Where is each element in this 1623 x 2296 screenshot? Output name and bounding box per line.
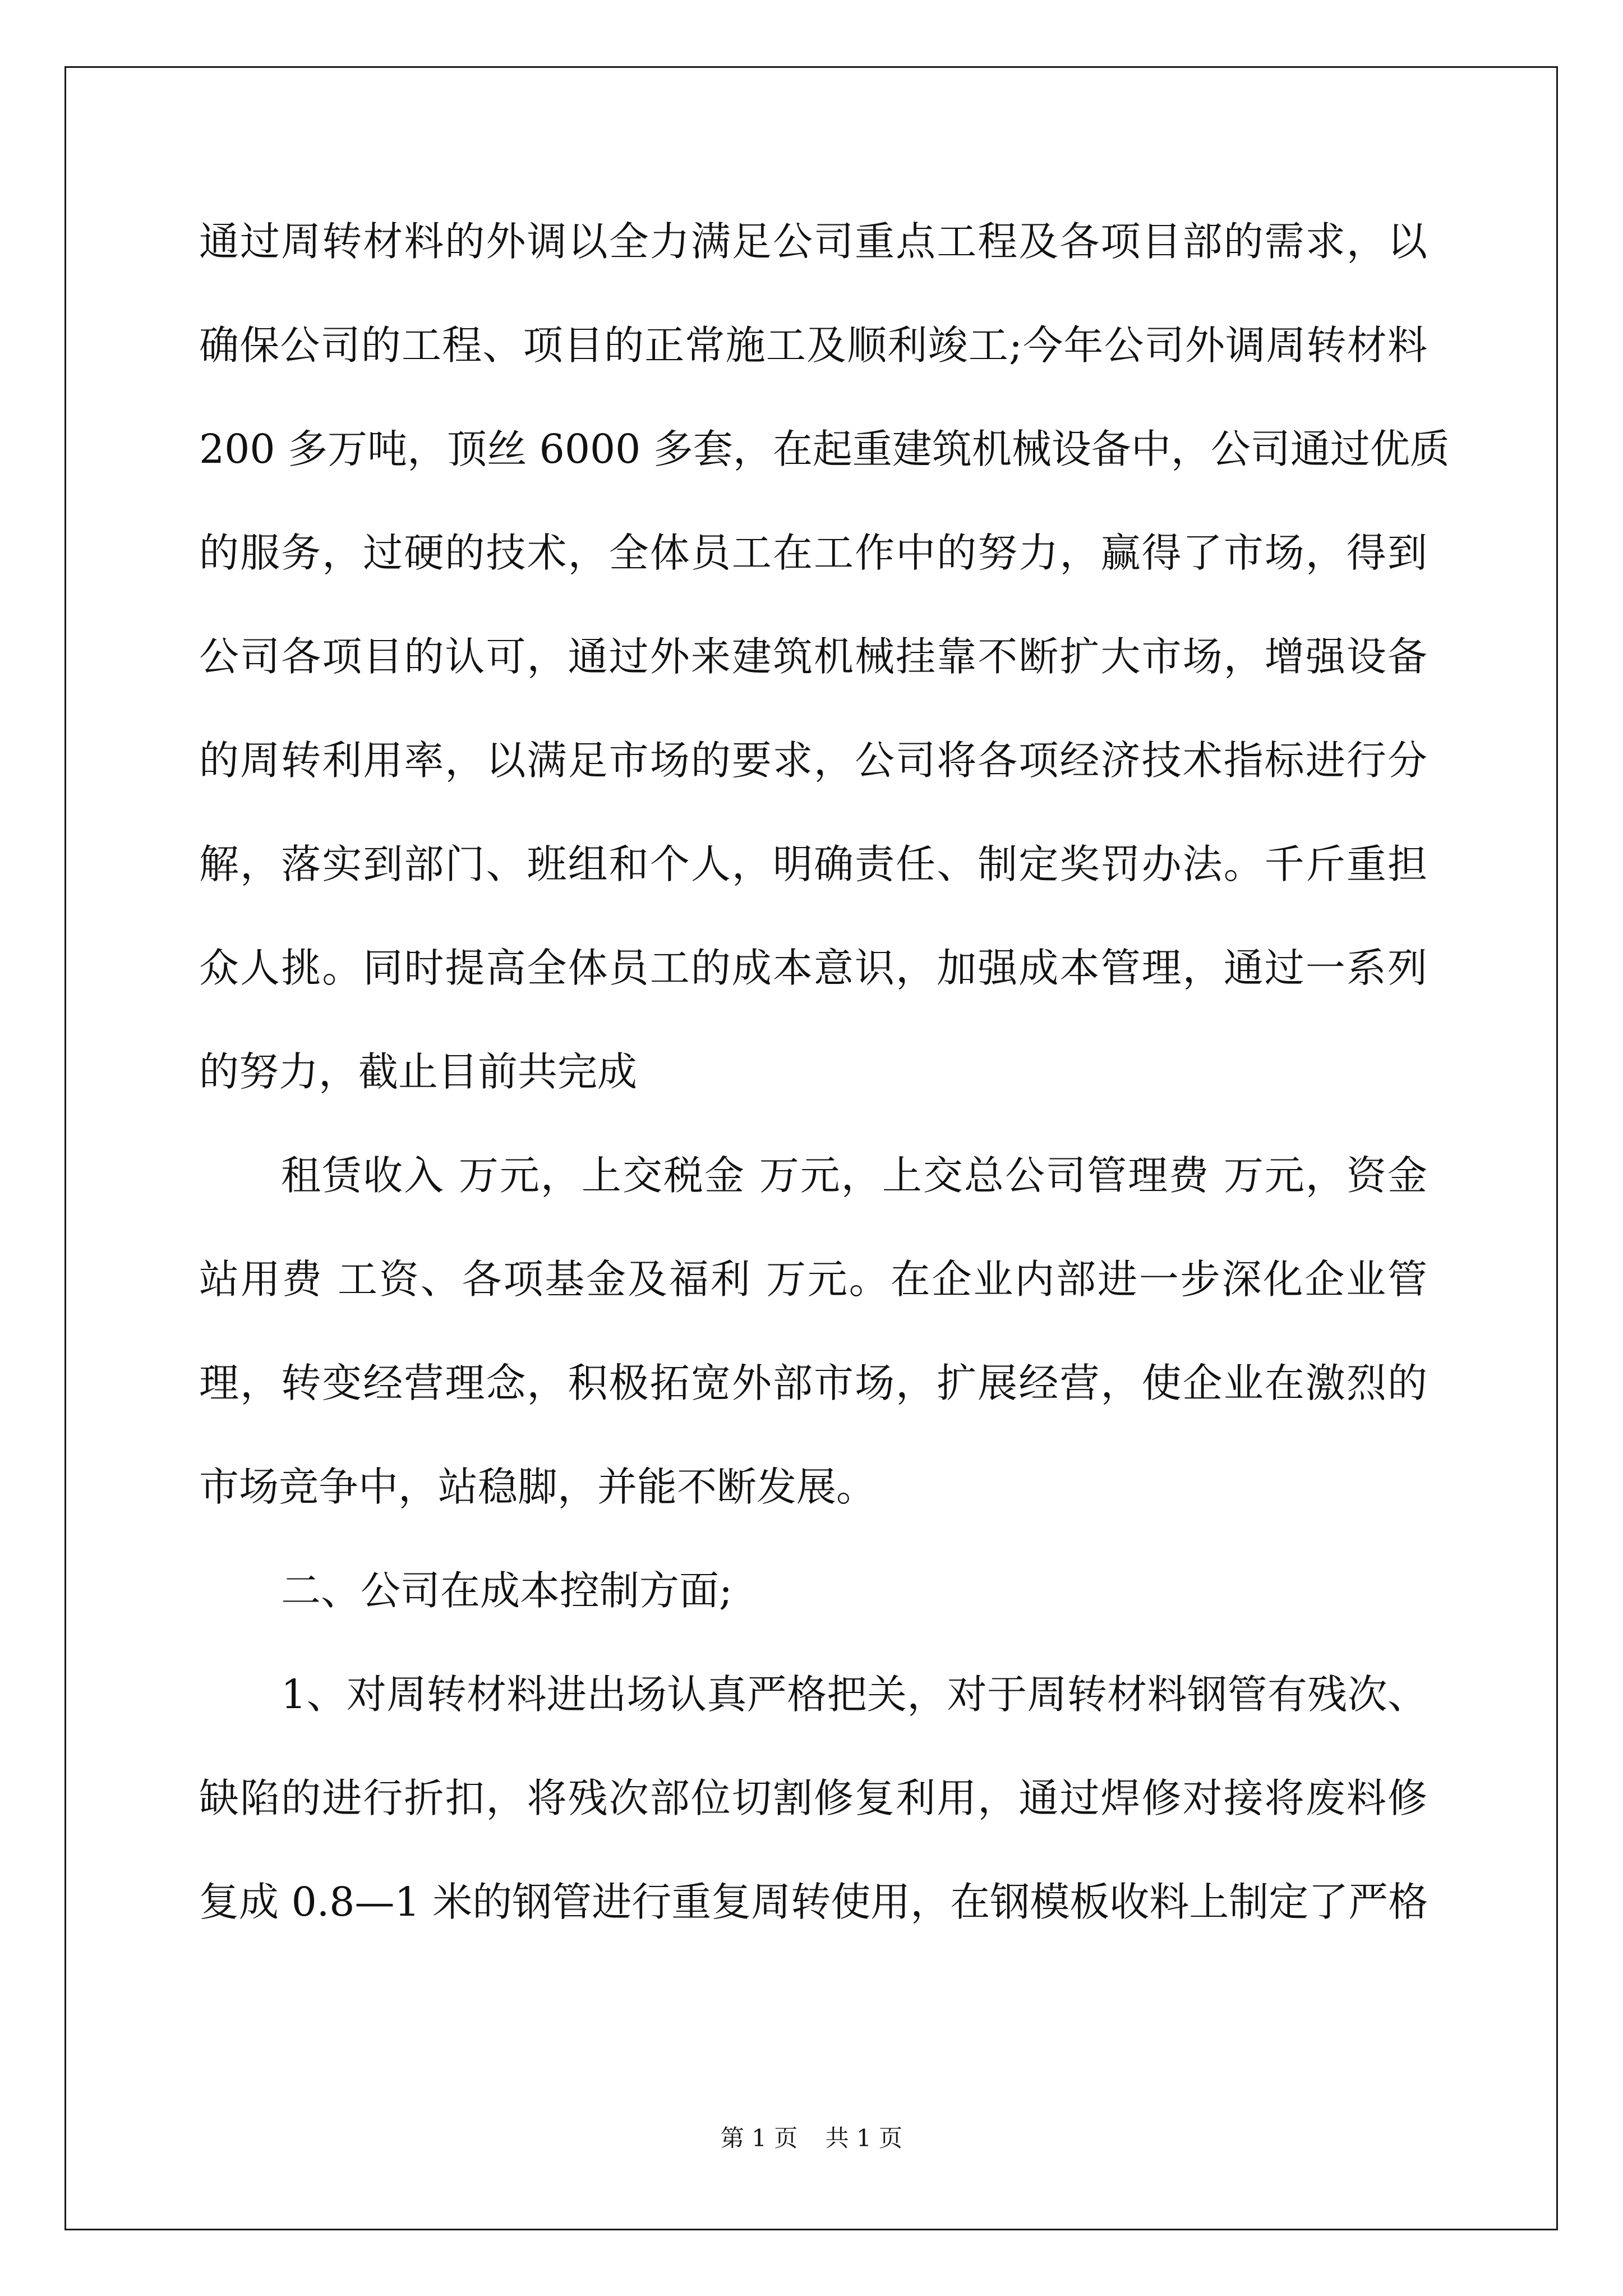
paragraph-line: 的努力，截止目前共完成 <box>199 1048 638 1095</box>
paragraph-line: 公司各项目的认可，通过外来建筑机械挂靠不断扩大市场，增强设备 <box>199 633 1427 680</box>
page-footer <box>0 2120 1623 2154</box>
page-number: 第 1 页 <box>720 2124 798 2152</box>
paragraph-line: 理，转变经营理念，积极拓宽外部市场，扩展经营，使企业在激烈的 <box>199 1360 1427 1406</box>
document-body <box>199 215 1450 1980</box>
paragraph-line: 租赁收入 万元，上交税金 万元，上交总公司管理费 万元，资金 <box>281 1152 1427 1199</box>
paragraph-line: 200 多万吨，顶丝 6000 多套，在起重建筑机械设备中，公司通过优质 <box>199 426 1450 472</box>
paragraph-line: 确保公司的工程、项目的正常施工及顺利竣工;今年公司外调周转材料 <box>199 322 1427 369</box>
paragraph-line: 复成 0.8—1 米的钢管进行重复周转使用，在钢模板收料上制定了严格 <box>199 1879 1428 1925</box>
paragraph-line: 的服务，过硬的技术，全体员工在工作中的努力，赢得了市场，得到 <box>199 530 1427 576</box>
paragraph-line: 1、对周转材料进出场认真严格把关，对于周转材料钢管有残次、 <box>281 1671 1427 1718</box>
page-total: 共 1 页 <box>825 2124 903 2152</box>
section-heading: 二、公司在成本控制方面; <box>281 1567 732 1614</box>
paragraph-line: 解，落实到部门、班组和个人，明确责任、制定奖罚办法。千斤重担 <box>199 841 1427 887</box>
paragraph-line: 缺陷的进行折扣，将残次部位切割修复利用，通过焊修对接将废料修 <box>199 1775 1427 1821</box>
paragraph-line: 通过周转材料的外调以全力满足公司重点工程及各项目部的需求，以 <box>199 218 1427 265</box>
paragraph-line: 的周转利用率，以满足市场的要求，公司将各项经济技术指标进行分 <box>199 737 1427 784</box>
paragraph-line: 市场竞争中，站稳脚，并能不断发展。 <box>199 1464 877 1510</box>
paragraph-line: 站用费 工资、各项基金及福利 万元。在企业内部进一步深化企业管 <box>199 1256 1427 1303</box>
paragraph-line: 众人挑。同时提高全体员工的成本意识，加强成本管理，通过一系列 <box>199 945 1427 991</box>
